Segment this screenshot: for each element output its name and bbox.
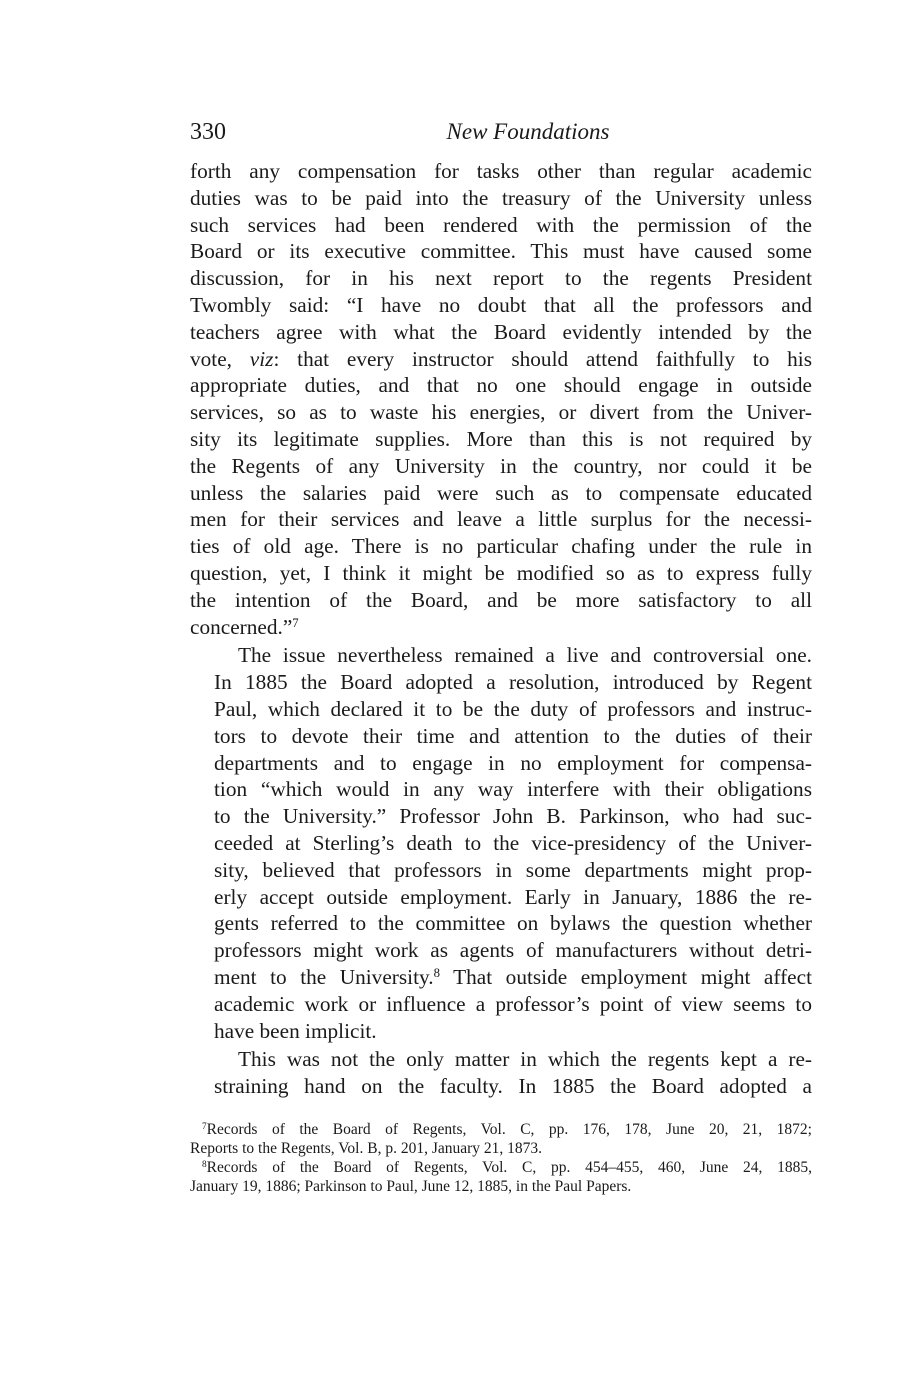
text-line: sity, believed that professors in some departments might prop-: [214, 857, 812, 882]
footnote-line: Reports to the Regents, Vol. B, p. 201, January 21, 1873.: [190, 1140, 543, 1157]
text-line: appropriate duties, and that no one should engage in outside: [190, 373, 812, 398]
footnotes: [190, 1120, 812, 1196]
italic-viz: viz: [249, 346, 274, 371]
text-line-viz: vote, viz: that every instructor should attend faithfully to his: [190, 346, 812, 371]
footnote-line: January 19, 1886; Parkinson to Paul, June 12, 1885, in the Paul Papers.: [190, 1178, 632, 1195]
text-line: [190, 964, 812, 991]
text-line: straining hand on the faculty. In 1885 the Board adopted a: [214, 1074, 812, 1099]
footnote-line: [190, 1120, 812, 1139]
footnote-line: [190, 1158, 812, 1177]
text-line: have been implicit.: [214, 1018, 377, 1043]
text-line: services, so as to waste his energies, or divert from the Univer-: [190, 400, 812, 425]
text-line: professors might work as agents of manufacturers without detri-: [214, 938, 812, 963]
page-header: [190, 116, 810, 148]
text-line: unless the salaries paid were such as to compensate educated: [190, 480, 812, 505]
text-fragment: Records of the Board of Regents, Vol. C, pp. 454–455, 460, June 24, 1885,: [206, 1159, 812, 1176]
text-fragment: That outside employment might affect: [439, 964, 812, 989]
paragraph-1: [190, 158, 812, 640]
body-text: [190, 158, 812, 1100]
text-line: Twombly said: “I have no doubt that all the professors and: [190, 292, 812, 317]
page-number: 330: [190, 119, 226, 145]
footnote-marker: 8: [202, 1159, 207, 1170]
text-line: Paul, which declared it to be the duty of professors and instruc-: [214, 696, 812, 721]
text-line: tors to devote their time and attention to the duties of their: [214, 723, 812, 748]
text-line: teachers agree with what the Board evidently intended by the: [190, 319, 812, 344]
paragraph-3: [190, 1046, 812, 1100]
footnote-ref-7: 7: [292, 615, 299, 630]
text-line: tion “which would in any way interfere with their obligations: [214, 777, 812, 802]
text-fragment: Records of the Board of Regents, Vol. C, pp. 176, 178, June 20, 21, 1872;: [206, 1121, 812, 1138]
text-line: to the University.” Professor John B. Parkinson, who had suc-: [214, 804, 812, 829]
text-line: [190, 614, 812, 641]
text-line: duties was to be paid into the treasury of the University unless: [190, 185, 812, 210]
text-line: discussion, for in his next report to the regents President: [190, 266, 812, 291]
text-line: ceeded at Sterling’s death to the vice-presidency of the Univer-: [214, 830, 812, 855]
text-line: question, yet, I think it might be modified so as to express fully: [190, 560, 812, 585]
footnote-7: [190, 1120, 812, 1158]
text-line: Board or its executive committee. This must have caused some: [190, 239, 812, 264]
running-head: New Foundations: [446, 119, 610, 144]
text-line: ties of old age. There is no particular chafing under the rule in: [190, 534, 812, 559]
text-line: such services had been rendered with the permission of the: [190, 212, 812, 237]
text-line: the Regents of any University in the country, nor could it be: [190, 453, 812, 478]
text-line: men for their services and leave a little surplus for the necessi-: [190, 507, 812, 532]
text-fragment: ment to the University.: [214, 964, 434, 989]
text-line: In 1885 the Board adopted a resolution, introduced by Regent: [214, 670, 812, 695]
footnote-marker: 7: [202, 1121, 207, 1132]
text-fragment: concerned.”: [190, 614, 293, 639]
text-line: erly accept outside employment. Early in January, 1886 the re-: [214, 884, 812, 909]
text-line: departments and to engage in no employment for compensa-: [214, 750, 812, 775]
footnote-8: [190, 1158, 812, 1196]
text-line: academic work or influence a professor’s point of view seems to: [214, 991, 812, 1016]
text-line: sity its legitimate supplies. More than this is not required by: [190, 426, 812, 451]
text-line: forth any compensation for tasks other than regular academic: [190, 159, 812, 183]
text-line: gents referred to the committee on bylaws the question whether: [214, 911, 812, 936]
text-line: the intention of the Board, and be more satisfactory to all: [190, 587, 812, 612]
text-line: The issue nevertheless remained a live and controversial one.: [238, 643, 812, 668]
text-line: This was not the only matter in which the regents kept a re-: [238, 1047, 812, 1072]
footnote-ref-8: 8: [433, 965, 440, 980]
paragraph-2: [190, 642, 812, 1044]
